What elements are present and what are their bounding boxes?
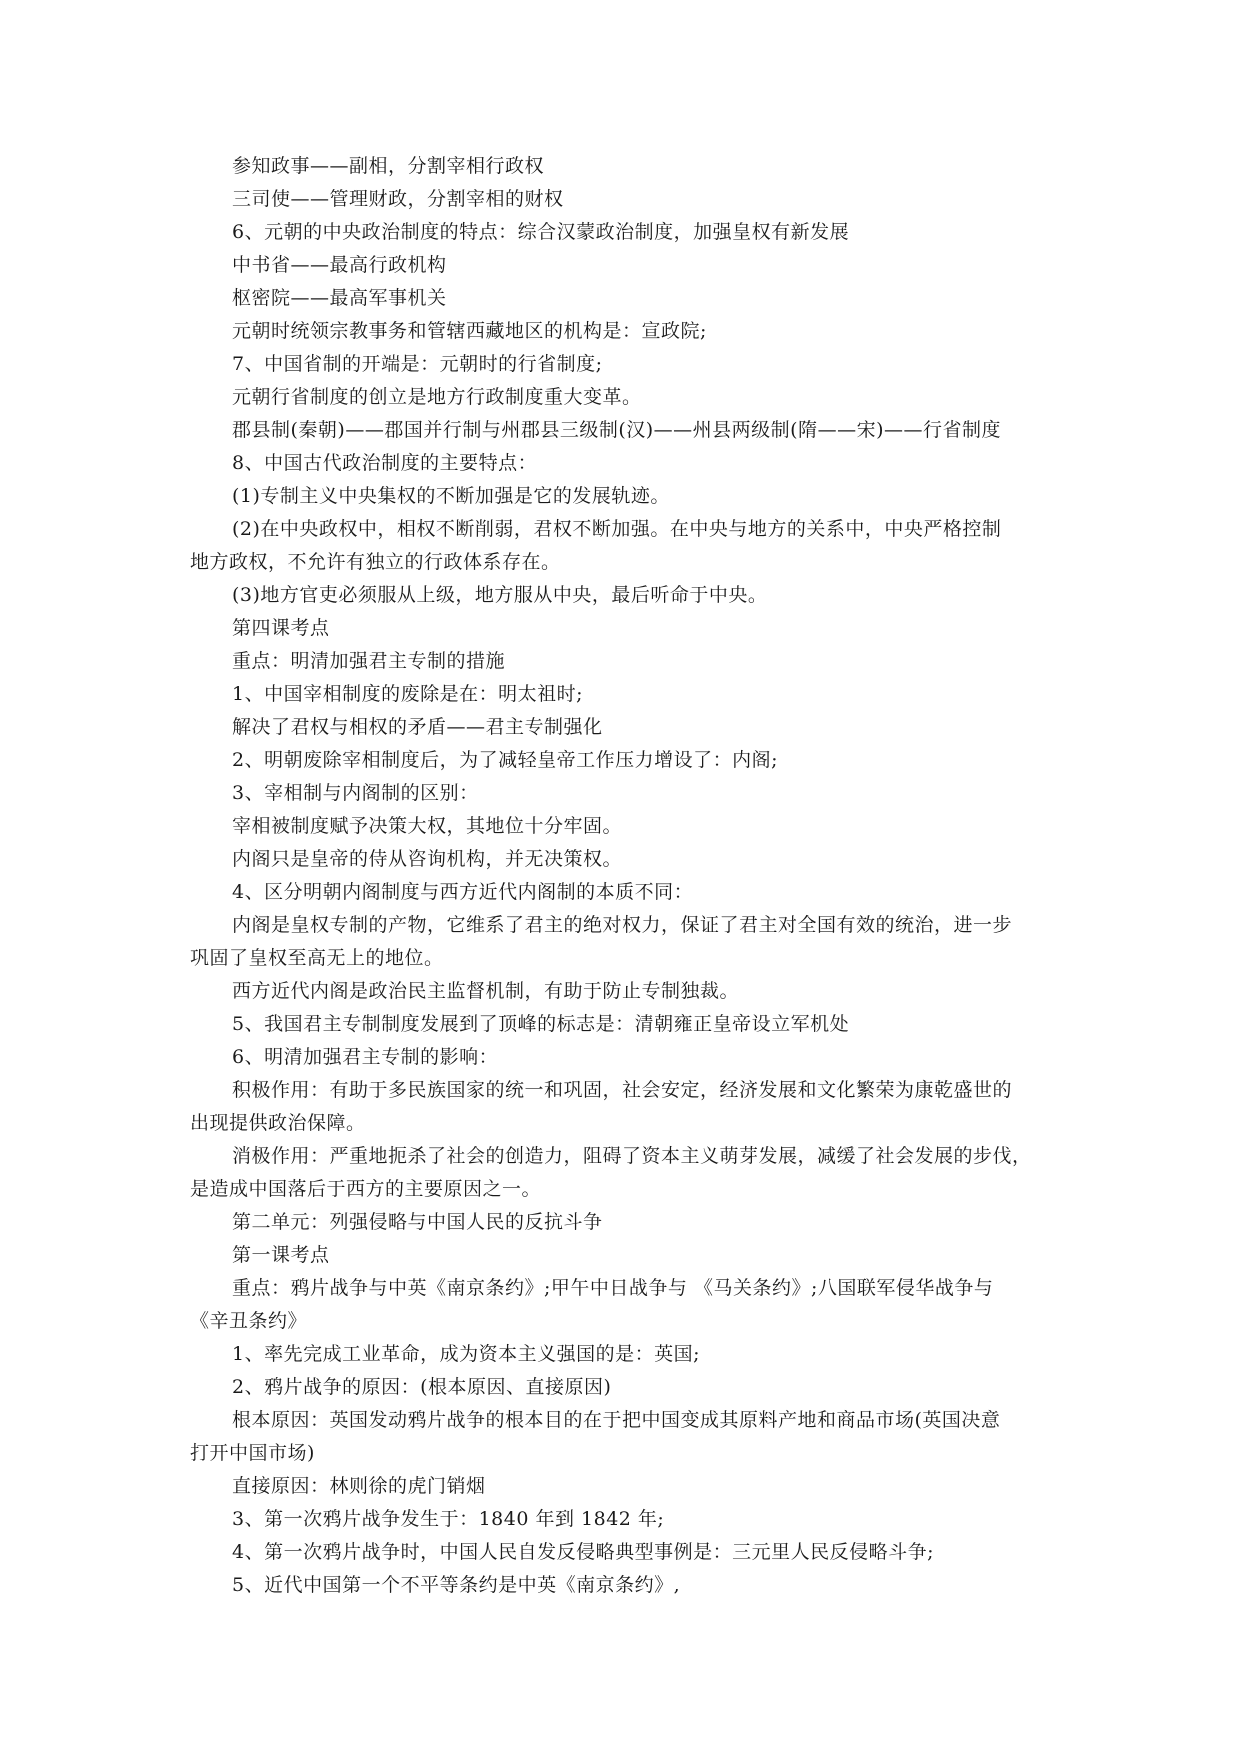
text-line: 元朝时统领宗教事务和管辖西藏地区的机构是：宣政院; [232,320,707,342]
text-line: 6、明清加强君主专制的影响： [232,1046,499,1068]
text-line: 3、宰相制与内阁制的区别： [232,782,479,804]
text-line: 1、中国宰相制度的废除是在：明太祖时; [232,683,583,705]
text-line: 元朝行省制度的创立是地方行政制度重大变革。 [232,386,642,408]
text-line: 5、近代中国第一个不平等条约是中英《南京条约》, [232,1574,681,1596]
text-line: 巩固了皇权至高无上的地位。 [190,947,444,969]
text-line: 中书省——最高行政机构 [232,254,447,276]
text-line: 重点：鸦片战争与中英《南京条约》;甲午中日战争与 《马关条约》;八国联军侵华战争与 [232,1277,994,1299]
text-line: 参知政事——副相，分割宰相行政权 [232,155,545,177]
text-line: 第一课考点 [232,1244,330,1266]
text-line: 直接原因：林则徐的虎门销烟 [232,1475,486,1497]
text-line: 5、我国君主专制制度发展到了顶峰的标志是：清朝雍正皇帝设立军机处 [232,1013,850,1035]
text-line: 内阁是皇权专制的产物，它维系了君主的绝对权力，保证了君主对全国有效的统治，进一步 [232,914,1013,936]
text-line: 第四课考点 [232,617,330,639]
text-line: 《辛丑条约》 [190,1310,308,1332]
text-line: 2、明朝废除宰相制度后，为了减轻皇帝工作压力增设了：内阁; [232,749,778,771]
text-line: 解决了君权与相权的矛盾——君主专制强化 [232,716,603,738]
document-page [190,150,1062,1602]
text-line: 打开中国市场) [190,1442,315,1464]
text-line: 出现提供政治保障。 [190,1112,366,1134]
text-line: (1)专制主义中央集权的不断加强是它的发展轨迹。 [232,485,670,507]
text-line: 根本原因：英国发动鸦片战争的根本目的在于把中国变成其原料产地和商品市场(英国决意 [232,1409,1001,1431]
text-line: (3)地方官吏必须服从上级，地方服从中央，最后听命于中央。 [232,584,768,606]
text-line: 西方近代内阁是政治民主监督机制，有助于防止专制独裁。 [232,980,740,1002]
text-line: 三司使——管理财政，分割宰相的财权 [232,188,564,210]
text-line: 枢密院——最高军事机关 [232,287,447,309]
text-line: 4、第一次鸦片战争时，中国人民自发反侵略典型事例是：三元里人民反侵略斗争; [232,1541,934,1563]
text-line: 内阁只是皇帝的侍从咨询机构，并无决策权。 [232,848,623,870]
text-line: 积极作用：有助于多民族国家的统一和巩固，社会安定，经济发展和文化繁荣为康乾盛世的 [232,1079,1013,1101]
text-line: 1、率先完成工业革命，成为资本主义强国的是：英国; [232,1343,700,1365]
text-line: 6、元朝的中央政治制度的特点：综合汉蒙政治制度，加强皇权有新发展 [232,221,850,243]
text-line: 是造成中国落后于西方的主要原因之一。 [190,1178,542,1200]
text-line: 3、第一次鸦片战争发生于：1840 年到 1842 年; [232,1508,665,1530]
text-line: 7、中国省制的开端是：元朝时的行省制度; [232,353,603,375]
text-line: 8、中国古代政治制度的主要特点： [232,452,538,474]
text-line: 郡县制(秦朝)——郡国并行制与州郡县三级制(汉)——州县两级制(隋——宋)——行省制度 [232,419,1001,441]
text-line: 重点：明清加强君主专制的措施 [232,650,506,672]
text-line: (2)在中央政权中，相权不断削弱，君权不断加强。在中央与地方的关系中，中央严格控制 [232,518,1002,540]
text-line: 地方政权，不允许有独立的行政体系存在。 [190,551,561,573]
text-line: 宰相被制度赋予决策大权，其地位十分牢固。 [232,815,623,837]
text-line: 消极作用：严重地扼杀了社会的创造力，阻碍了资本主义萌芽发展，减缓了社会发展的步伐， [232,1145,1032,1167]
text-line: 4、区分明朝内阁制度与西方近代内阁制的本质不同： [232,881,694,903]
text-line: 第二单元：列强侵略与中国人民的反抗斗争 [232,1211,603,1233]
text-line: 2、鸦片战争的原因：(根本原因、直接原因) [232,1376,612,1398]
